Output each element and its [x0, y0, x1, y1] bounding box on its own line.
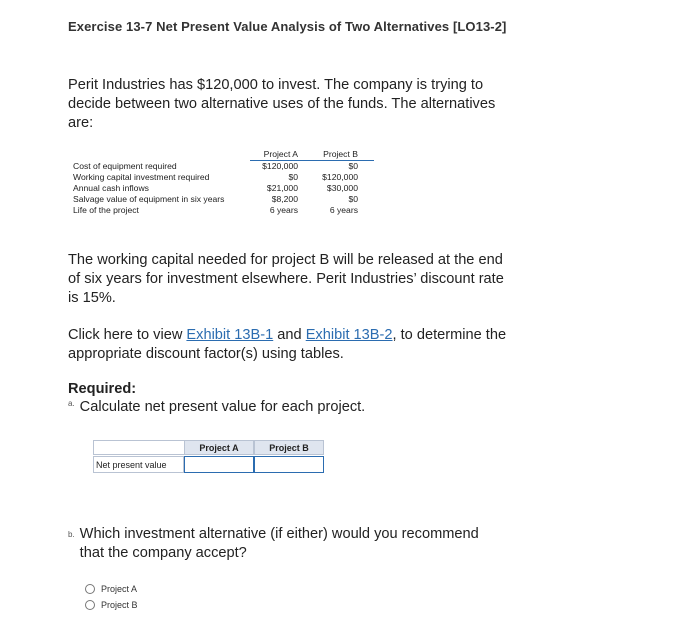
cell-project-a: $120,000: [262, 161, 298, 171]
exhibit-text-suffix: , to determine the appropriate discount factor(s) using tables.: [68, 327, 507, 362]
requirement-b-marker: b.: [68, 530, 75, 539]
cell-project-b: $0: [348, 161, 358, 171]
cell-project-a: $21,000: [266, 183, 298, 193]
exhibit-text-prefix: Click here to view: [68, 327, 187, 343]
row-label: Working capital investment required: [73, 172, 210, 182]
option-project-b[interactable]: [85, 600, 138, 610]
exhibit-13b1-link[interactable]: Exhibit 13B-1: [186, 327, 274, 343]
cell-project-b: 6 years: [329, 205, 358, 215]
row-label: Annual cash inflows: [73, 183, 149, 193]
requirement-a-marker: a.: [68, 399, 75, 408]
table-row: [72, 205, 372, 216]
intro-paragraph: Perit Industries has $120,000 to invest. The company is trying to decide between two alternative uses of the funds. The alternatives are:: [68, 77, 496, 131]
radio-project-a[interactable]: [85, 584, 95, 594]
requirement-b: [68, 525, 508, 563]
row-label: Salvage value of equipment in six years: [73, 194, 225, 204]
exhibit-paragraph: [68, 326, 528, 364]
exercise-title: Exercise 13-7 Net Present Value Analysis of Two Alternatives [LO13-2]: [68, 19, 507, 34]
cell-project-b: $120,000: [322, 172, 358, 182]
npv-project-b-input[interactable]: [254, 456, 324, 473]
radio-project-b[interactable]: [85, 600, 95, 610]
option-label-project-a: Project A: [101, 584, 138, 594]
npv-table-corner: [93, 440, 184, 455]
table-row: [72, 161, 372, 172]
col-header-project-b: Project B: [323, 149, 358, 159]
requirement-a: [68, 399, 365, 415]
option-label-project-b: Project B: [101, 600, 138, 610]
table-row: [72, 172, 372, 183]
required-heading: Required:: [68, 381, 137, 397]
exhibit-text-middle: and: [273, 327, 306, 343]
table-row: [72, 183, 372, 194]
exhibit-13b2-link[interactable]: Exhibit 13B-2: [305, 327, 393, 343]
npv-project-a-input[interactable]: [184, 456, 254, 473]
row-label: Life of the project: [73, 205, 139, 215]
table-row: [72, 194, 372, 205]
npv-row-label: Net present value: [93, 456, 184, 473]
npv-col-header-project-b: Project B: [254, 440, 324, 455]
npv-col-header-project-a: Project A: [184, 440, 254, 455]
cell-project-b: $30,000: [326, 183, 358, 193]
cell-project-a: 6 years: [269, 205, 298, 215]
cell-project-b: $0: [348, 194, 358, 204]
requirement-a-text: Calculate net present value for each project.: [79, 399, 366, 415]
cell-project-a: $8,200: [271, 194, 298, 204]
option-project-a[interactable]: [85, 584, 137, 594]
row-label: Cost of equipment required: [73, 161, 177, 171]
working-capital-paragraph: The working capital needed for project B will be released at the end of six years for investment elsewhere. Perit Industries’ discount rate is 15%.: [68, 252, 504, 306]
cell-project-a: $0: [288, 172, 298, 182]
col-header-project-a: Project A: [263, 149, 298, 159]
requirement-b-text: Which investment alternative (if either) would you recommend that the company accept?: [79, 526, 479, 561]
